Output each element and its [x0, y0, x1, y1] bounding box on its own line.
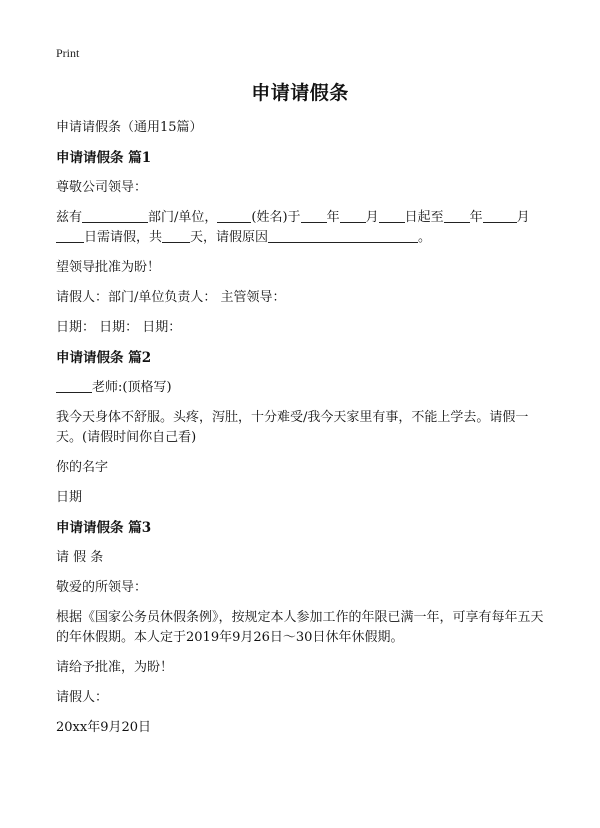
form-text: 日需请假，共	[84, 230, 163, 245]
greeting-1: 尊敬公司领导：	[56, 180, 148, 195]
blank-name	[217, 208, 251, 223]
blank-department	[82, 208, 148, 223]
blank-end-month	[483, 208, 517, 223]
section-heading-1: 申请请假条 篇1	[56, 150, 152, 166]
form-text: 年	[326, 210, 340, 225]
closing-1: 望领导批准为盼！	[56, 260, 161, 275]
page-title: 申请请假条	[251, 82, 349, 104]
body-3: 根据《国家公务员休假条例》，按规定本人参加工作的年限已满一年，可享有每年五天的年休假期。本人定于2019年9月26日～30日休年休假期。	[56, 610, 544, 645]
teacher-text: 老师:(顶格写)	[92, 380, 172, 395]
date-2: 日期	[56, 490, 83, 505]
blank-reason	[268, 228, 418, 243]
document-body	[56, 118, 546, 748]
closing-3: 请给予批准，为盼！	[56, 660, 174, 675]
form-text: 。	[418, 230, 432, 245]
body-2: 我今天身体不舒服。头疼，泻肚，十分难受/我今天家里有事，不能上学去。请假一天。(请假时间你自己看)	[56, 410, 529, 445]
form-text: 部门/单位，	[148, 210, 218, 225]
blank-end-day	[56, 228, 84, 243]
form-text: 兹有	[56, 210, 83, 225]
dates-line: 日期： 日期： 日期：	[56, 320, 182, 335]
note-title-3: 请 假 条	[56, 550, 104, 565]
teacher-line	[56, 378, 546, 398]
form-text: 月	[516, 210, 530, 225]
print-link[interactable]: Print	[56, 46, 80, 60]
form-text: 日起至	[404, 210, 444, 225]
blank-teacher	[56, 378, 92, 393]
blank-end-year	[444, 208, 470, 223]
signatures-line: 请假人：部门/单位负责人： 主管领导：	[56, 290, 286, 305]
form-text: 年	[469, 210, 483, 225]
your-name: 你的名字	[56, 460, 109, 475]
greeting-3: 敬爱的所领导：	[56, 580, 148, 595]
blank-days	[162, 228, 190, 243]
document-subtitle: 申请请假条（通用15篇）	[56, 120, 203, 135]
applicant-3: 请假人：	[56, 690, 109, 705]
form-text: 月	[365, 210, 379, 225]
form-text: (姓名)于	[251, 210, 301, 225]
section-heading-3: 申请请假条 篇3	[56, 520, 152, 536]
blank-start-day	[379, 208, 405, 223]
leave-form-line	[56, 208, 546, 248]
blank-start-year	[301, 208, 327, 223]
blank-start-month	[340, 208, 366, 223]
section-heading-2: 申请请假条 篇2	[56, 350, 152, 366]
form-text: 天，请假原因	[190, 230, 269, 245]
date-3: 20xx年9月20日	[56, 720, 152, 735]
